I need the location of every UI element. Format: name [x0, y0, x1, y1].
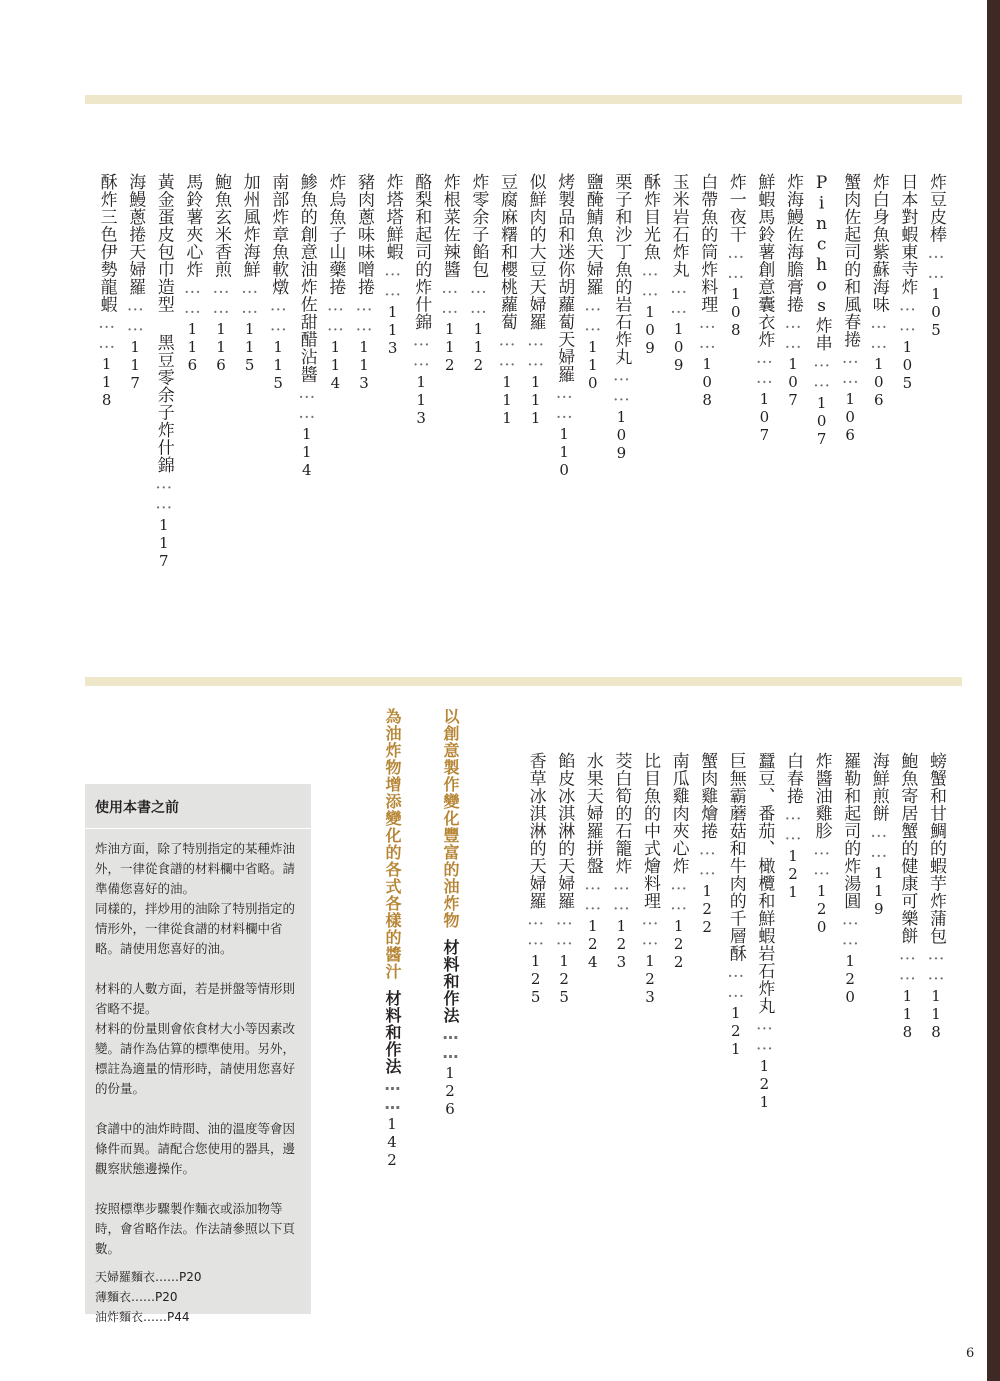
toc-entry[interactable] [350, 173, 378, 392]
toc-entry-title: 似鮮肉的大豆天婦羅 [525, 173, 546, 331]
top-decorative-band [85, 95, 962, 104]
leader-dots: …… [268, 295, 289, 336]
section-subtitle: 材料和作法 [383, 990, 402, 1075]
leader-dots: …… [554, 909, 575, 950]
toc-entry[interactable] [178, 173, 206, 374]
notes-paragraph: 材料的人數方面，若是拼盤等情形則省略不提。 [95, 981, 296, 1016]
leader-dots: …… [926, 243, 946, 283]
leader-dots: …… [497, 330, 517, 371]
toc-entry[interactable] [264, 173, 292, 392]
toc-entry-title: 蟹肉佐起司的和風春捲 [840, 173, 861, 348]
leader-dots: …… [926, 944, 946, 985]
leader-dots: …… [611, 874, 632, 915]
toc-entry[interactable] [321, 173, 349, 392]
toc-entry-page: 111 [498, 372, 516, 427]
leader-dots: …… [411, 330, 432, 371]
section-creative-fried[interactable] [436, 708, 464, 1118]
toc-entry[interactable] [607, 173, 635, 462]
toc-entry-title: 加州風炸海鮮 [239, 173, 260, 278]
toc-entry[interactable] [236, 173, 264, 374]
toc-entry-title: 酥炸三色伊勢龍蝦 [96, 173, 117, 313]
toc-entry-page: 114 [297, 425, 316, 479]
leader-dots: …… [725, 962, 746, 1002]
toc-entry[interactable] [922, 752, 950, 1041]
toc-entry[interactable] [522, 752, 550, 1006]
notes-title: 使用本書之前 [85, 784, 311, 829]
toc-entry-page: 122 [669, 916, 688, 971]
leader-dots: …… [725, 243, 746, 283]
toc-entry-page: 121 [726, 1004, 745, 1058]
toc-entry-title: 鮑魚玄米香煎 [211, 173, 231, 278]
toc-entry-page: 116 [183, 320, 202, 374]
toc-entry[interactable] [579, 173, 607, 392]
toc-entry-page: 118 [927, 986, 945, 1041]
toc-entry-page: 108 [698, 355, 717, 409]
leader-dots: …… [182, 278, 203, 318]
toc-entry-title: 炸一夜干 [725, 173, 746, 243]
toc-entry-title: 炸烏魚子山藥捲 [325, 173, 346, 296]
toc-entry[interactable] [493, 173, 521, 427]
toc-entry[interactable] [750, 173, 778, 444]
toc-entry-title: 蠶豆、番茄、橄欖和鮮蝦岩石炸丸 [754, 752, 775, 1015]
toc-entry-title: 烤製品和迷你胡蘿蔔天婦羅 [554, 173, 575, 383]
toc-entry-title: 香草冰淇淋的天婦羅 [525, 752, 546, 910]
leader-dots: …… [382, 260, 403, 301]
toc-entry-page: 115 [240, 320, 259, 374]
toc-entry-page: 118 [898, 986, 917, 1041]
leader-dots: …… [525, 909, 546, 950]
toc-entry[interactable] [865, 752, 893, 918]
toc-entry[interactable] [808, 173, 836, 448]
toc-entry[interactable] [922, 173, 950, 339]
leader-dots: …… [897, 295, 918, 336]
notes-paragraph: 按照標準步驟製作麵衣或添加物等時，會省略作法。作法請參照以下頁數。 [95, 1201, 296, 1256]
toc-entry-page: 112 [469, 320, 488, 374]
leader-dots: …… [783, 804, 803, 845]
toc-entry-page: 113 [412, 372, 431, 427]
notes-reference: 天婦羅麵衣……P20 [95, 1270, 202, 1284]
page-spine [987, 0, 1000, 1381]
toc-entry[interactable] [722, 752, 750, 1058]
toc-entry-page: 119 [869, 864, 888, 918]
toc-entry-page: 121 [755, 1056, 774, 1111]
notes-paragraph: 食譜中的油炸時間、油的溫度等會因條件而異。請配合您使用的器具，邊觀察狀態邊操作。 [95, 1121, 296, 1176]
toc-entry-title: 南瓜雞肉夾心炸 [668, 752, 689, 875]
notes-paragraph: 材料的份量則會依食材大小等因素改變。請作為估算的標準使用。另外，標註為適量的情形時，請使用您喜好的份量。 [95, 1021, 296, 1096]
toc-entry-title: 鯵魚的創意油炸佐甜醋沾醬 [296, 173, 317, 383]
toc-entry[interactable] [150, 173, 178, 570]
toc-entry-page: 112 [440, 320, 459, 374]
toc-entry-title: 白帶魚的筒炸料理 [697, 173, 718, 313]
leader-dots: …… [640, 260, 660, 301]
leader-dots: …… [211, 278, 231, 318]
toc-entry-page: 107 [755, 390, 774, 444]
leader-dots: …… [754, 1014, 775, 1055]
toc-entry[interactable] [207, 173, 235, 374]
toc-entry[interactable] [607, 752, 635, 971]
leader-dots: …… [668, 874, 689, 915]
leader-dots: …… [582, 874, 603, 915]
toc-entry-page: 113 [383, 302, 402, 357]
toc-entry[interactable] [579, 752, 607, 971]
toc-entry[interactable] [407, 173, 435, 427]
section-title: 為油炸物增添變化的各式各樣的醬汁 [383, 708, 402, 980]
toc-entry-page: 111 [526, 372, 545, 427]
toc-entry-title: 南部炸章魚軟燉 [268, 173, 289, 296]
toc-entry-page: 107 [812, 393, 831, 448]
toc-entry-title: 豬肉蔥味味噌捲 [354, 173, 374, 296]
toc-entry-page: 107 [784, 355, 802, 409]
toc-entry-title: 日本對蝦東寺炸 [897, 173, 918, 296]
toc-entry-page: 123 [612, 916, 631, 971]
toc-entry-title: 鮑魚寄居蟹的健康可樂餅 [897, 752, 918, 945]
leader-dots: …… [868, 313, 889, 353]
leader-dots: …… [783, 313, 803, 353]
usage-notes-box [85, 784, 311, 1324]
leader-dots: …… [840, 909, 861, 950]
leader-dots: …… [611, 365, 632, 406]
toc-entry-title: 栗子和沙丁魚的岩石炸丸 [611, 173, 632, 366]
section-subtitle: 材料和作法 [441, 939, 460, 1024]
leader-dots: …… [840, 348, 861, 388]
toc-entry-title: 炸根菜佐辣醬 [439, 173, 460, 278]
toc-entry-title: 餡皮冰淇淋的天婦羅 [554, 752, 575, 910]
toc-entry-page: 121 [784, 846, 802, 901]
toc-entry-title: 比目魚的中式燴料理 [640, 752, 660, 910]
toc-entry-page: 115 [269, 337, 288, 392]
toc-entry[interactable] [436, 173, 464, 374]
toc-entry[interactable] [722, 173, 750, 339]
toc-entry-page: 110 [583, 337, 602, 392]
toc-entry[interactable] [665, 173, 693, 374]
page-number: 6 [966, 1346, 975, 1361]
toc-entry[interactable] [693, 173, 721, 409]
toc-entry-page: 109 [612, 407, 631, 462]
toc-entry[interactable] [636, 173, 664, 357]
notes-reference: 薄麵衣……P20 [95, 1290, 178, 1304]
toc-entry[interactable] [779, 173, 807, 409]
toc-entry-page: 122 [698, 881, 717, 936]
leader-dots: …… [897, 944, 918, 985]
leader-dots: …… [354, 295, 374, 336]
section-page: 142 [383, 1115, 401, 1169]
toc-entry[interactable] [379, 173, 407, 357]
middle-decorative-band [85, 677, 962, 686]
toc-entry-title: 水果天婦羅拼盤 [582, 752, 603, 875]
notes-reference: 油炸麵衣……P44 [95, 1310, 190, 1324]
leader-dots: …… [754, 348, 775, 388]
toc-entry-title: 鹽醃鯖魚天婦羅 [582, 173, 603, 296]
toc-entry[interactable] [693, 752, 721, 936]
toc-entry[interactable] [865, 173, 893, 409]
leader-dots: …… [153, 473, 174, 514]
toc-entry-title: 茭白筍的石籠炸 [611, 752, 632, 875]
toc-entry-page: 116 [212, 320, 230, 374]
leader-dots: …… [582, 295, 603, 336]
toc-entry[interactable] [893, 752, 921, 1041]
toc-entry-title: 海鮮煎餅 [868, 752, 889, 822]
toc-entry[interactable] [636, 752, 664, 1006]
toc-entry[interactable] [665, 752, 693, 971]
toc-entry-title: 酥炸目光魚 [640, 173, 660, 261]
toc-entry[interactable] [836, 173, 864, 444]
leader-dots: …… [525, 330, 546, 371]
toc-entry-page: 120 [812, 881, 831, 936]
toc-entry[interactable] [550, 752, 578, 1006]
toc-entry-title: 炸豆皮棒 [926, 173, 946, 243]
toc-entry-title: 炸塔塔鮮蝦 [382, 173, 403, 261]
toc-entry-title: 羅勒和起司的炸湯圓 [840, 752, 861, 910]
toc-entry-title: 海鰻蔥捲天婦羅 [125, 173, 146, 296]
toc-entry-title: 鮮蝦馬鈴薯創意囊衣炸 [754, 173, 775, 348]
leader-dots: …… [554, 383, 575, 423]
leader-dots: …… [697, 839, 718, 880]
toc-entry-title: 黃金蛋皮包巾造型 黑豆零余子炸什錦 [153, 173, 174, 474]
toc-entry[interactable] [464, 173, 492, 374]
toc-entry[interactable] [750, 752, 778, 1111]
toc-entry-page: 125 [526, 951, 545, 1006]
notes-paragraph: 同樣的，拌炒用的油除了特別指定的情形外，一律從食譜的材料欄中省略。請使用您喜好的油。 [95, 901, 296, 956]
leader-dots: …… [697, 313, 718, 353]
leader-dots: …… [811, 351, 832, 392]
section-title: 以創意製作變化豐富的油炸物 [441, 708, 460, 929]
toc-entry-page: 110 [555, 425, 574, 479]
section-sauces[interactable] [378, 708, 406, 1169]
toc-entry[interactable] [836, 752, 864, 1006]
toc-entry-page: 106 [841, 390, 860, 444]
leader-dots: …… [296, 383, 317, 423]
toc-entry-title: 酪梨和起司的炸什錦 [411, 173, 432, 331]
leader-dots: …… [325, 295, 346, 336]
leader-dots: …… [439, 278, 460, 318]
toc-entry[interactable] [550, 173, 578, 479]
toc-entry-page: 124 [583, 916, 602, 971]
toc-entry-page: 118 [97, 355, 116, 409]
toc-entry[interactable] [93, 173, 121, 409]
toc-entry[interactable] [808, 752, 836, 936]
toc-entry-page: 109 [641, 302, 659, 357]
toc-entry[interactable] [293, 173, 321, 479]
leader-dots: …… [441, 1024, 460, 1062]
toc-entry-title: 巨無霸蘑菇和牛肉的千層酥 [725, 752, 746, 962]
section-page: 126 [441, 1064, 459, 1118]
toc-entry-page: 117 [154, 515, 173, 570]
toc-entry[interactable] [522, 173, 550, 427]
toc-entry-page: 106 [869, 355, 888, 409]
toc-entry-page: 117 [126, 337, 145, 392]
leader-dots: …… [811, 839, 832, 880]
toc-entry-page: 120 [841, 951, 860, 1006]
toc-entry[interactable] [779, 752, 807, 901]
toc-entry-title: Pinchos炸串 [811, 173, 832, 352]
toc-entry-title: 豆腐麻糬和櫻桃蘿蔔 [497, 173, 517, 331]
toc-entry-page: 125 [555, 951, 574, 1006]
toc-entry-page: 105 [898, 337, 917, 392]
toc-entry-page: 108 [726, 285, 745, 339]
toc-entry-title: 螃蟹和甘鯛的蝦芋炸蒲包 [926, 752, 946, 945]
leader-dots: …… [468, 278, 489, 318]
leader-dots: …… [868, 822, 889, 862]
toc-entry[interactable] [121, 173, 149, 392]
toc-entry-title: 蟹肉雞燴捲 [697, 752, 718, 840]
toc-entry-title: 炸醬油雞胗 [811, 752, 832, 840]
toc-entry-page: 113 [355, 337, 373, 392]
leader-dots: …… [239, 278, 260, 318]
toc-entry-title: 白春捲 [783, 752, 803, 805]
toc-entry-page: 123 [641, 951, 659, 1006]
notes-paragraph: 炸油方面，除了特別指定的某種炸油外，一律從食譜的材料欄中省略。請準備您喜好的油。 [95, 841, 296, 896]
toc-entry-page: 109 [669, 320, 688, 374]
leader-dots: …… [668, 278, 689, 318]
toc-entry-title: 馬鈴薯夾心炸 [182, 173, 203, 278]
leader-dots: …… [96, 313, 117, 353]
toc-entry-title: 炸海鰻佐海膽膏捲 [783, 173, 803, 313]
toc-entry-title: 玉米岩石炸丸 [668, 173, 689, 278]
leader-dots: …… [383, 1075, 402, 1113]
toc-entry-page: 105 [927, 285, 945, 339]
leader-dots: …… [640, 909, 660, 950]
toc-entry-title: 炸白身魚紫蘇海味 [868, 173, 889, 313]
leader-dots: …… [125, 295, 146, 336]
toc-entry-page: 114 [326, 337, 345, 392]
toc-entry-title: 炸零余子餡包 [468, 173, 489, 278]
toc-entry[interactable] [893, 173, 921, 392]
